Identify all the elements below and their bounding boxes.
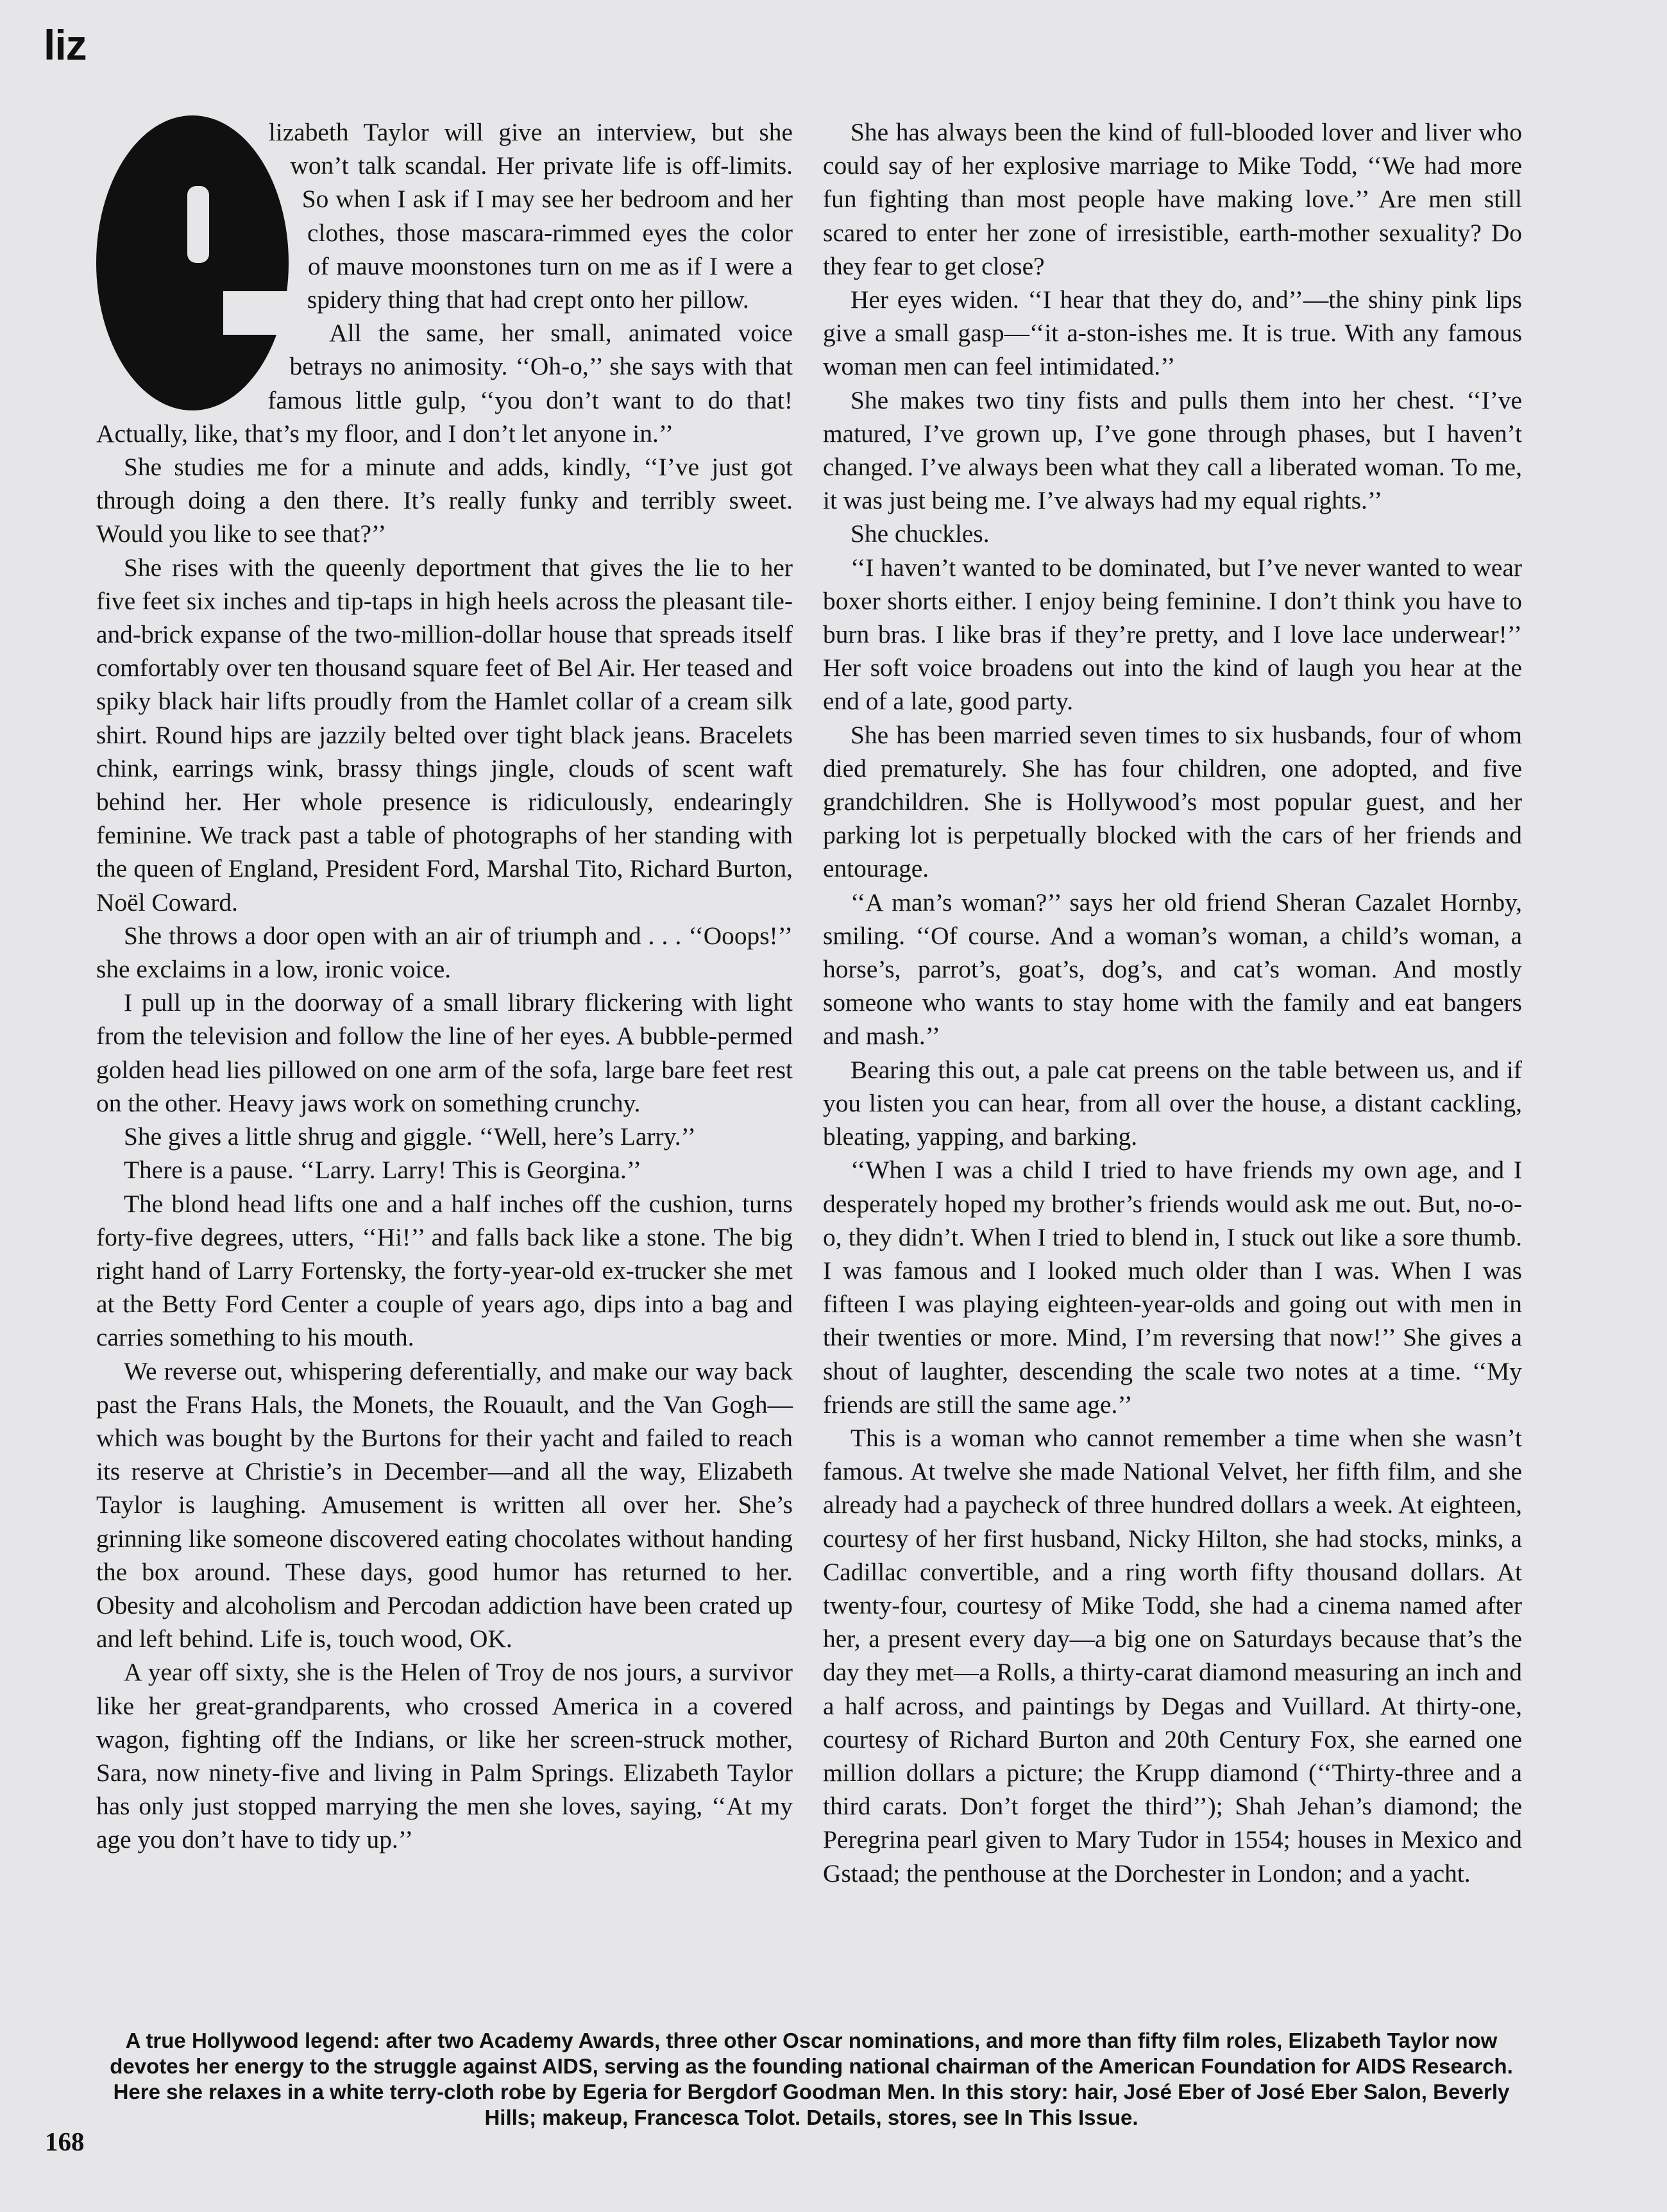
paragraph: She studies me for a minute and adds, kindly, ‘‘I’ve just got through doing a den there. It’s really funky and terribly sweet. Would you like to see that?’’ [96, 453, 793, 548]
paragraph: We reverse out, whispering deferentially, and make our way back past the Frans Hals, the Monets, the Rouault, and the Van Gogh—which was bought by the Burtons for their yacht and failed to reach its reserve at Christie’s in December—and all the way, Elizabeth Taylor is laughing. Amusement is written all over her. She’s grinning like someone discovered eating chocolates without handing the box around. These days, good humor has returned to her. Obesity and alcoholism and Percodan addiction have been crated up and left behind. Life is, touch wood, OK. [96, 1356, 793, 1653]
article-right-column [823, 115, 1522, 1890]
paragraph: All the same, her small, animated voice betrays no animosity. ‘‘Oh-o,’’ she says with that famous little gulp, ‘‘you don’t want to do that! Actually, like, that’s my floor, and I don’t let anyone in.’’ [96, 319, 793, 448]
paragraph: This is a woman who cannot remember a time when she wasn’t famous. At twelve she made National Velvet, her fifth film, and she already had a paycheck of three hundred dollars a week. At eighteen, courtesy of her first husband, Nicky Hilton, she had stocks, minks, a Cadillac convertible, and a ring worth fifty thousand dollars. At twenty-four, courtesy of Mike Todd, she had a cinema named after her, a present every day—a big one on Saturdays because that’s the day they met—a Rolls, a thirty-carat diamond measuring an inch and a half across, and paintings by Degas and Vuillard. At thirty-one, courtesy of Richard Burton and 20th Century Fox, she earned one million dollars a picture; the Krupp diamond (‘‘Thirty-three and a third carats. Don’t forget the third’’); Shah Jehan’s diamond; the Peregrina pearl given to Mary Tudor in 1554; houses in Mexico and Gstaad; the penthouse at the Dorchester in London; and a yacht. [823, 1423, 1522, 1887]
paragraph: She has always been the kind of full-blooded lover and liver who could say of her explosive marriage to Mike Todd, ‘‘We had more fun fighting than most people have making love.’’ Are men still scared to enter her zone of irresistible, earth-mother sexuality? Do they fear to get close? [823, 118, 1522, 280]
paragraph: There is a pause. ‘‘Larry. Larry! This is Georgina.’’ [124, 1156, 642, 1185]
paragraph: She chuckles. [850, 519, 990, 548]
paragraph: She gives a little shrug and giggle. ‘‘Well, here’s Larry.’’ [124, 1122, 696, 1151]
article-left-column [96, 115, 793, 1857]
paragraph: I pull up in the doorway of a small library flickering with light from the television and follow the line of her eyes. A bubble-permed golden head lies pillowed on one arm of the sofa, large bare feet rest on the other. Heavy jaws work on something crunchy. [96, 988, 793, 1117]
paragraph: She has been married seven times to six husbands, four of whom died prematurely. She has four children, one adopted, and five grandchildren. She is Hollywood’s most popular guest, and her parking lot is perpetually blocked with the cars of her friends and entourage. [823, 720, 1522, 883]
paragraph: ‘‘I haven’t wanted to be dominated, but I’ve never wanted to wear boxer shorts either. I enjoy being feminine. I don’t think you have to burn bras. I like bras if they’re pretty, and I love lace underwear!’’ Her soft voice broadens out into the kind of laugh you hear at the end of a late, good party. [823, 553, 1522, 716]
paragraph: Bearing this out, a pale cat preens on the table between us, and if you listen you can hear, from all over the house, a distant cackling, bleating, yapping, and barking. [823, 1055, 1522, 1151]
page-number: 168 [45, 2127, 85, 2156]
paragraph: She rises with the queenly deportment that gives the lie to her five feet six inches and tip-taps in high heels across the pleasant tile-and-brick expanse of the two-million-dollar house that spreads itself comfortably over ten thousand square feet of Bel Air. Her teased and spiky black hair lifts proudly from the Hamlet collar of a cream silk shirt. Round hips are jazzily belted over tight black jeans. Bracelets chink, earrings wink, brassy things jingle, clouds of scent waft behind her. Her whole presence is ridiculously, endearingly feminine. We track past a table of photographs of her standing with the queen of England, President Ford, Marshal Tito, Richard Burton, Noël Coward. [96, 553, 793, 916]
paragraph: The blond head lifts one and a half inches off the cushion, turns forty-five degrees, utters, ‘‘Hi!’’ and falls back like a stone. The big right hand of Larry Fortensky, the forty-year-old ex-trucker she met at the Betty Ford Center a couple of years ago, dips into a bag and carries something to his mouth. [96, 1189, 793, 1352]
paragraph: She throws a door open with an air of triumph and . . . ‘‘Ooops!’’ she exclaims in a low, ironic voice. [96, 921, 793, 984]
paragraph: ‘‘A man’s woman?’’ says her old friend Sheran Cazalet Hornby, smiling. ‘‘Of course. And a woman’s woman, a child’s woman, a horse’s, parrot’s, goat’s, dog’s, and cat’s woman. And mostly someone who wants to stay home with the family and eat bangers and mash.’’ [823, 888, 1522, 1051]
photo-caption: A true Hollywood legend: after two Academy Awards, three other Oscar nominations, and more than fifty film roles, Elizabeth Taylor now devotes her energy to the struggle against AIDS, serving as the founding national chairman of the American Foundation for AIDS Research. Here she relaxes in a white terry-cloth robe by Egeria for Bergdorf Goodman Men. In this story: hair, José Eber of José Eber Salon, Beverly Hills; makeup, Francesca Tolot. Details, stores, see In This Issue. [110, 2029, 1513, 2129]
drop-cap [91, 110, 294, 416]
paragraph: A year off sixty, she is the Helen of Troy de nos jours, a survivor like her great-grandparents, who crossed America in a covered wagon, fighting off the Indians, or like her screen-struck mother, Sara, now ninety-five and living in Palm Springs. Elizabeth Taylor has only just stopped marrying the men she loves, saying, ‘‘At my age you don’t have to tidy up.’’ [96, 1658, 793, 1854]
paragraph: Her eyes widen. ‘‘I hear that they do, and’’—the shiny pink lips give a small gasp—‘‘it a-ston-ishes me. It is true. With any famous woman men can feel intimidated.’’ [823, 285, 1522, 381]
section-label: liz [44, 21, 87, 69]
paragraph: lizabeth Taylor will give an interview, but she won’t talk scandal. Her private life is off-limits. So when I ask if I may see her bedroom and her clothes, those mascara-rimmed eyes the color of mauve moonstones turn on me as if I were a spidery thing that had crept onto her pillow. [268, 118, 793, 314]
paragraph: She makes two tiny fists and pulls them into her chest. ‘‘I’ve matured, I’ve grown up, I’ve gone through phases, but I haven’t changed. I’ve always been what they call a liberated woman. To me, it was just being me. I’ve always had my equal rights.’’ [823, 385, 1522, 515]
paragraph: ‘‘When I was a child I tried to have friends my own age, and I desperately hoped my brother’s friends would ask me out. But, no-o-o, they didn’t. When I tried to blend in, I stuck out like a sore thumb. I was famous and I looked much older than I was. When I was fifteen I was playing eighteen-year-olds and going out with men in their twenties or more. Mind, I’m reversing that now!’’ She gives a shout of laughter, descending the scale two notes at a time. ‘‘My friends are still the same age.’’ [823, 1156, 1522, 1419]
